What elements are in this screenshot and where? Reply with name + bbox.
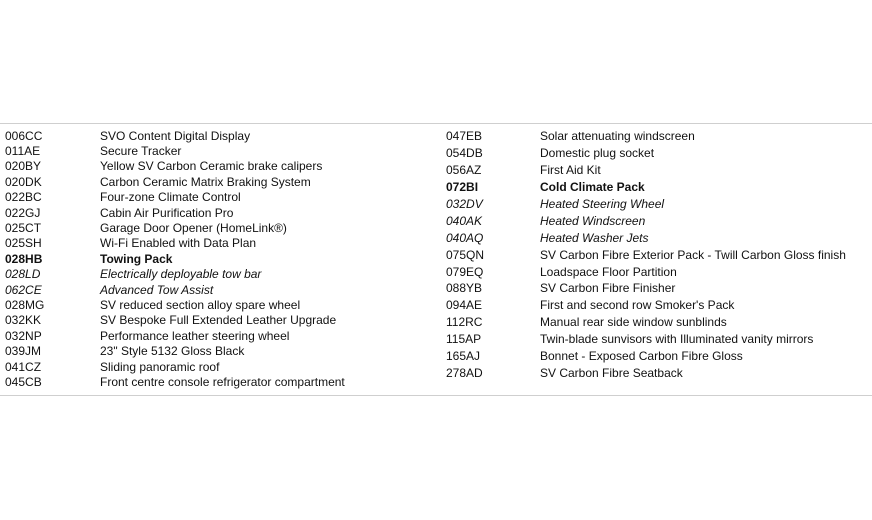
option-code: 165AJ: [446, 349, 481, 364]
option-code: 041CZ: [5, 359, 42, 374]
option-row: [441, 348, 846, 365]
option-row: [0, 374, 345, 389]
option-code: 115AP: [446, 332, 482, 347]
option-description: First Aid Kit: [540, 163, 601, 178]
option-code: 075QN: [446, 247, 485, 262]
option-code: 040AQ: [446, 230, 484, 245]
option-row: [0, 267, 345, 282]
option-description: Yellow SV Carbon Ceramic brake calipers: [100, 159, 323, 174]
option-row: [441, 280, 846, 297]
option-row: [0, 190, 345, 205]
option-row: [0, 251, 345, 266]
option-description: Advanced Tow Assist: [100, 282, 214, 297]
option-code: 079EQ: [446, 264, 484, 279]
option-code: 022BC: [5, 190, 42, 205]
option-row: [441, 263, 846, 280]
option-description: Towing Pack: [100, 251, 173, 266]
option-description: SV reduced section alloy spare wheel: [100, 297, 301, 312]
option-row: [0, 359, 345, 374]
option-description: Heated Windscreen: [540, 213, 646, 228]
option-code: 025CT: [5, 221, 42, 236]
option-description: 23" Style 5132 Gloss Black: [100, 344, 245, 359]
option-row: [441, 212, 846, 229]
option-code: 020DK: [5, 174, 42, 189]
top-divider: [0, 123, 872, 124]
option-code: 032DV: [446, 197, 483, 211]
option-row: [0, 220, 345, 235]
option-code: 028MG: [5, 297, 45, 312]
option-row: [0, 328, 345, 343]
option-code: 032NP: [5, 328, 42, 343]
option-description: Manual rear side window sunblinds: [540, 315, 727, 330]
option-code: 278AD: [446, 365, 483, 380]
option-row: [441, 364, 846, 381]
option-row: [0, 205, 345, 220]
option-description: Carbon Ceramic Matrix Braking System: [100, 174, 311, 189]
option-row: [441, 196, 846, 213]
option-row: [0, 313, 345, 328]
option-description: SVO Content Digital Display: [100, 128, 251, 143]
option-code: 054DB: [446, 146, 483, 161]
option-description: Wi-Fi Enabled with Data Plan: [100, 236, 257, 251]
option-code: 020BY: [5, 159, 42, 174]
option-description: First and second row Smoker's Pack: [540, 298, 735, 313]
option-code: 072BI: [446, 180, 479, 195]
option-description: Sliding panoramic roof: [100, 359, 220, 374]
option-code: 047EB: [446, 129, 483, 144]
option-row: [441, 145, 846, 162]
option-description: Solar attenuating windscreen: [540, 129, 695, 144]
option-row: [441, 162, 846, 179]
option-code: 112RC: [446, 315, 483, 330]
option-code: 028HB: [5, 251, 43, 266]
option-description: Garage Door Opener (HomeLink®): [100, 221, 287, 236]
option-row: [0, 236, 345, 251]
option-row: [441, 128, 846, 145]
option-code: 039JM: [5, 344, 42, 359]
option-row: [0, 282, 345, 297]
option-description: Electrically deployable tow bar: [100, 267, 262, 282]
option-row: [0, 128, 345, 143]
option-code: 022GJ: [5, 205, 41, 220]
option-description: Secure Tracker: [100, 144, 182, 159]
option-description: SV Carbon Fibre Seatback: [540, 365, 683, 380]
option-code: 062CE: [5, 282, 42, 297]
option-row: [441, 331, 846, 348]
options-list-left: [0, 128, 345, 390]
option-row: [441, 179, 846, 196]
option-code: 006CC: [5, 128, 43, 143]
option-row: [441, 229, 846, 246]
option-description: Four-zone Climate Control: [100, 190, 241, 205]
option-description: SV Carbon Fibre Finisher: [540, 281, 676, 296]
option-row: [441, 297, 846, 314]
option-description: Bonnet - Exposed Carbon Fibre Gloss: [540, 349, 743, 364]
option-description: Heated Steering Wheel: [540, 197, 665, 211]
option-code: 040AK: [446, 213, 483, 228]
option-description: Heated Washer Jets: [540, 230, 649, 245]
option-description: Domestic plug socket: [540, 146, 655, 161]
option-row: [0, 343, 345, 358]
option-description: Loadspace Floor Partition: [540, 264, 677, 279]
option-description: Cabin Air Purification Pro: [100, 205, 234, 220]
option-row: [0, 159, 345, 174]
option-description: Cold Climate Pack: [540, 180, 645, 195]
option-code: 011AE: [5, 144, 41, 159]
option-code: 032KK: [5, 313, 42, 328]
bottom-divider: [0, 395, 872, 396]
option-code: 045CB: [5, 374, 42, 389]
option-code: 025SH: [5, 236, 42, 251]
option-code: 094AE: [446, 298, 483, 313]
option-description: Twin-blade sunvisors with Illuminated vanity mirrors: [540, 332, 814, 347]
option-row: [0, 143, 345, 158]
option-description: SV Bespoke Full Extended Leather Upgrade: [100, 313, 337, 328]
option-row: [0, 297, 345, 312]
option-row: [441, 314, 846, 331]
option-code: 088YB: [446, 281, 483, 296]
option-row: [0, 174, 345, 189]
option-row: [441, 246, 846, 263]
option-code: 056AZ: [446, 163, 482, 178]
option-description: Front centre console refrigerator compartment: [100, 374, 345, 389]
options-list-right: [441, 128, 846, 381]
option-description: Performance leather steering wheel: [100, 328, 290, 343]
option-description: SV Carbon Fibre Exterior Pack - Twill Carbon Gloss finish: [540, 247, 846, 262]
option-code: 028LD: [5, 267, 41, 282]
